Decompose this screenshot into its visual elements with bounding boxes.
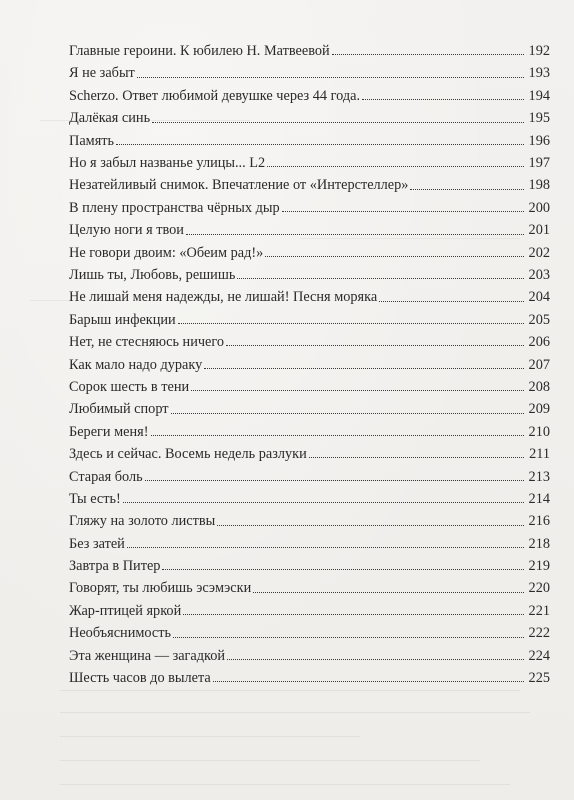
toc-entry-page-number: 192 <box>528 43 550 60</box>
toc-entry <box>69 641 550 663</box>
toc-entry-page-number: 196 <box>528 132 550 149</box>
dot-leader <box>191 390 524 391</box>
toc-entry-title: Лишь ты, Любовь, решишь <box>69 267 236 283</box>
toc-entry-page-number: 201 <box>528 222 550 239</box>
toc-entry <box>69 461 550 483</box>
toc-entry <box>69 394 550 416</box>
toc-entry <box>69 305 550 327</box>
toc-entry-page-number: 202 <box>528 244 550 261</box>
toc-entry-page-number: 211 <box>529 446 550 463</box>
dot-leader <box>265 256 524 257</box>
toc-entry <box>69 349 550 371</box>
toc-entry <box>69 439 550 461</box>
toc-entry-title: Как мало надо дураку <box>69 356 203 373</box>
dot-leader <box>152 122 524 123</box>
toc-entry <box>69 126 550 148</box>
toc-entry <box>69 58 550 80</box>
toc-entry-title: Память <box>69 132 115 149</box>
toc-entry-page-number: 200 <box>528 199 550 216</box>
toc-entry <box>69 238 550 260</box>
dot-leader <box>162 569 524 570</box>
toc-entry <box>69 170 550 192</box>
toc-entry-page-number: 218 <box>528 535 550 552</box>
toc-entry-page-number: 194 <box>528 87 550 104</box>
toc-entry-title: Но я забыл названье улицы... L2 <box>69 155 266 172</box>
toc-entry-title: Я не забыт <box>69 65 135 82</box>
dot-leader <box>116 144 524 145</box>
toc-entry-title: Старая боль <box>69 468 143 485</box>
toc-entry <box>69 81 550 103</box>
toc-entry-page-number: 209 <box>528 401 550 418</box>
bleed-through-line <box>60 690 520 691</box>
toc-entry-page-number: 213 <box>528 468 550 485</box>
dot-leader <box>237 278 524 279</box>
toc-entry-title: Любимый спорт <box>69 401 169 418</box>
toc-entry-page-number: 210 <box>528 423 550 440</box>
toc-entry-page-number: 216 <box>528 513 550 530</box>
toc-entry-page-number: 208 <box>528 378 550 395</box>
toc-entry <box>69 103 550 125</box>
dot-leader <box>145 480 524 481</box>
toc-entry <box>69 417 550 439</box>
dot-leader <box>309 457 524 458</box>
toc-entry <box>69 215 550 237</box>
dot-leader <box>178 323 524 324</box>
toc-entry <box>69 327 550 349</box>
toc-entry-title: Без затей <box>69 535 125 552</box>
toc-entry-page-number: 193 <box>528 65 550 82</box>
dot-leader <box>379 301 524 302</box>
bleed-through-line <box>60 736 360 737</box>
toc-entry-title: Нет, не стесняюсь ничего <box>69 334 225 351</box>
toc-entry-page-number: 197 <box>528 155 550 172</box>
toc-entry-page-number: 214 <box>528 490 550 507</box>
toc-entry-title: Завтра в Питер <box>69 558 161 575</box>
toc-entry-page-number: 204 <box>528 289 550 306</box>
toc-entry-title: В плену пространства чёрных дыр <box>69 199 280 216</box>
toc-entry-page-number: 225 <box>528 670 550 687</box>
toc-entry-title: Эта женщина — загадкой <box>69 647 226 664</box>
toc-entry-page-number: 221 <box>528 602 550 619</box>
toc-entry-title: Scherzo. Ответ любимой девушке через 44 года. <box>69 87 361 104</box>
toc-entry-title: Барыш инфекции <box>69 311 176 328</box>
toc-entry-page-number: 195 <box>528 110 550 127</box>
toc-entry-title: Необъяснимость <box>69 625 172 642</box>
toc-entry-page-number: 222 <box>528 625 550 642</box>
table-of-contents <box>69 36 550 685</box>
dot-leader <box>183 614 524 615</box>
toc-entry-title: Ты есть! <box>69 490 121 507</box>
dot-leader <box>282 211 524 212</box>
toc-entry <box>69 663 550 685</box>
toc-entry <box>69 148 550 170</box>
toc-entry-title: Целую ноги я твои <box>69 222 184 239</box>
bleed-through-line <box>30 300 70 301</box>
toc-entry <box>69 596 550 618</box>
toc-entry-page-number: 220 <box>528 580 550 597</box>
dot-leader <box>267 166 524 167</box>
toc-entry-title: Жар-птицей яркой <box>69 602 182 619</box>
toc-entry <box>69 529 550 551</box>
dot-leader <box>213 681 524 682</box>
toc-entry-title: Береги меня! <box>69 423 149 440</box>
dot-leader <box>227 659 524 660</box>
toc-entry <box>69 36 550 58</box>
toc-entry-page-number: 203 <box>528 267 550 283</box>
toc-entry <box>69 260 550 282</box>
toc-entry-page-number: 206 <box>528 334 550 351</box>
bleed-through-line <box>60 760 480 761</box>
toc-entry-title: Далёкая синь <box>69 110 151 127</box>
toc-entry-title: Шесть часов до вылета <box>69 670 211 687</box>
toc-entry-title: Здесь и сейчас. Восемь недель разлуки <box>69 446 307 463</box>
toc-entry <box>69 372 550 394</box>
toc-entry-title: Незатейливый снимок. Впечатление от «Интерстеллер» <box>69 177 409 194</box>
toc-entry-title: Не говори двоим: «Обеим рад!» <box>69 244 264 261</box>
dot-leader <box>123 502 524 503</box>
toc-entry-page-number: 205 <box>528 311 550 328</box>
dot-leader <box>410 189 524 190</box>
toc-entry-page-number: 198 <box>528 177 550 194</box>
toc-entry-page-number: 207 <box>528 356 550 373</box>
toc-entry-page-number: 224 <box>528 647 550 664</box>
toc-entry <box>69 506 550 528</box>
dot-leader <box>151 435 524 436</box>
toc-entry-title: Говорят, ты любишь эсэмэски <box>69 580 252 597</box>
toc-entry <box>69 282 550 304</box>
dot-leader <box>127 547 524 548</box>
dot-leader <box>253 592 524 593</box>
toc-entry <box>69 484 550 506</box>
dot-leader <box>226 345 524 346</box>
dot-leader <box>204 368 524 369</box>
dot-leader <box>186 234 524 235</box>
dot-leader <box>362 99 524 100</box>
toc-entry <box>69 551 550 573</box>
toc-entry <box>69 193 550 215</box>
toc-entry-title: Не лишай меня надежды, не лишай! Песня моряка <box>69 289 378 306</box>
dot-leader <box>332 54 524 55</box>
toc-entry <box>69 573 550 595</box>
toc-entry-title: Сорок шесть в тени <box>69 378 190 395</box>
dot-leader <box>217 525 524 526</box>
dot-leader <box>137 77 524 78</box>
dot-leader <box>171 413 524 414</box>
dot-leader <box>173 637 524 638</box>
bleed-through-line <box>60 712 530 713</box>
toc-entry <box>69 618 550 640</box>
bleed-through-line <box>60 784 510 785</box>
toc-entry-page-number: 219 <box>528 558 550 575</box>
toc-entry-title: Гляжу на золото листвы <box>69 513 216 530</box>
toc-entry-title: Главные героини. К юбилею Н. Матвеевой <box>69 43 330 60</box>
